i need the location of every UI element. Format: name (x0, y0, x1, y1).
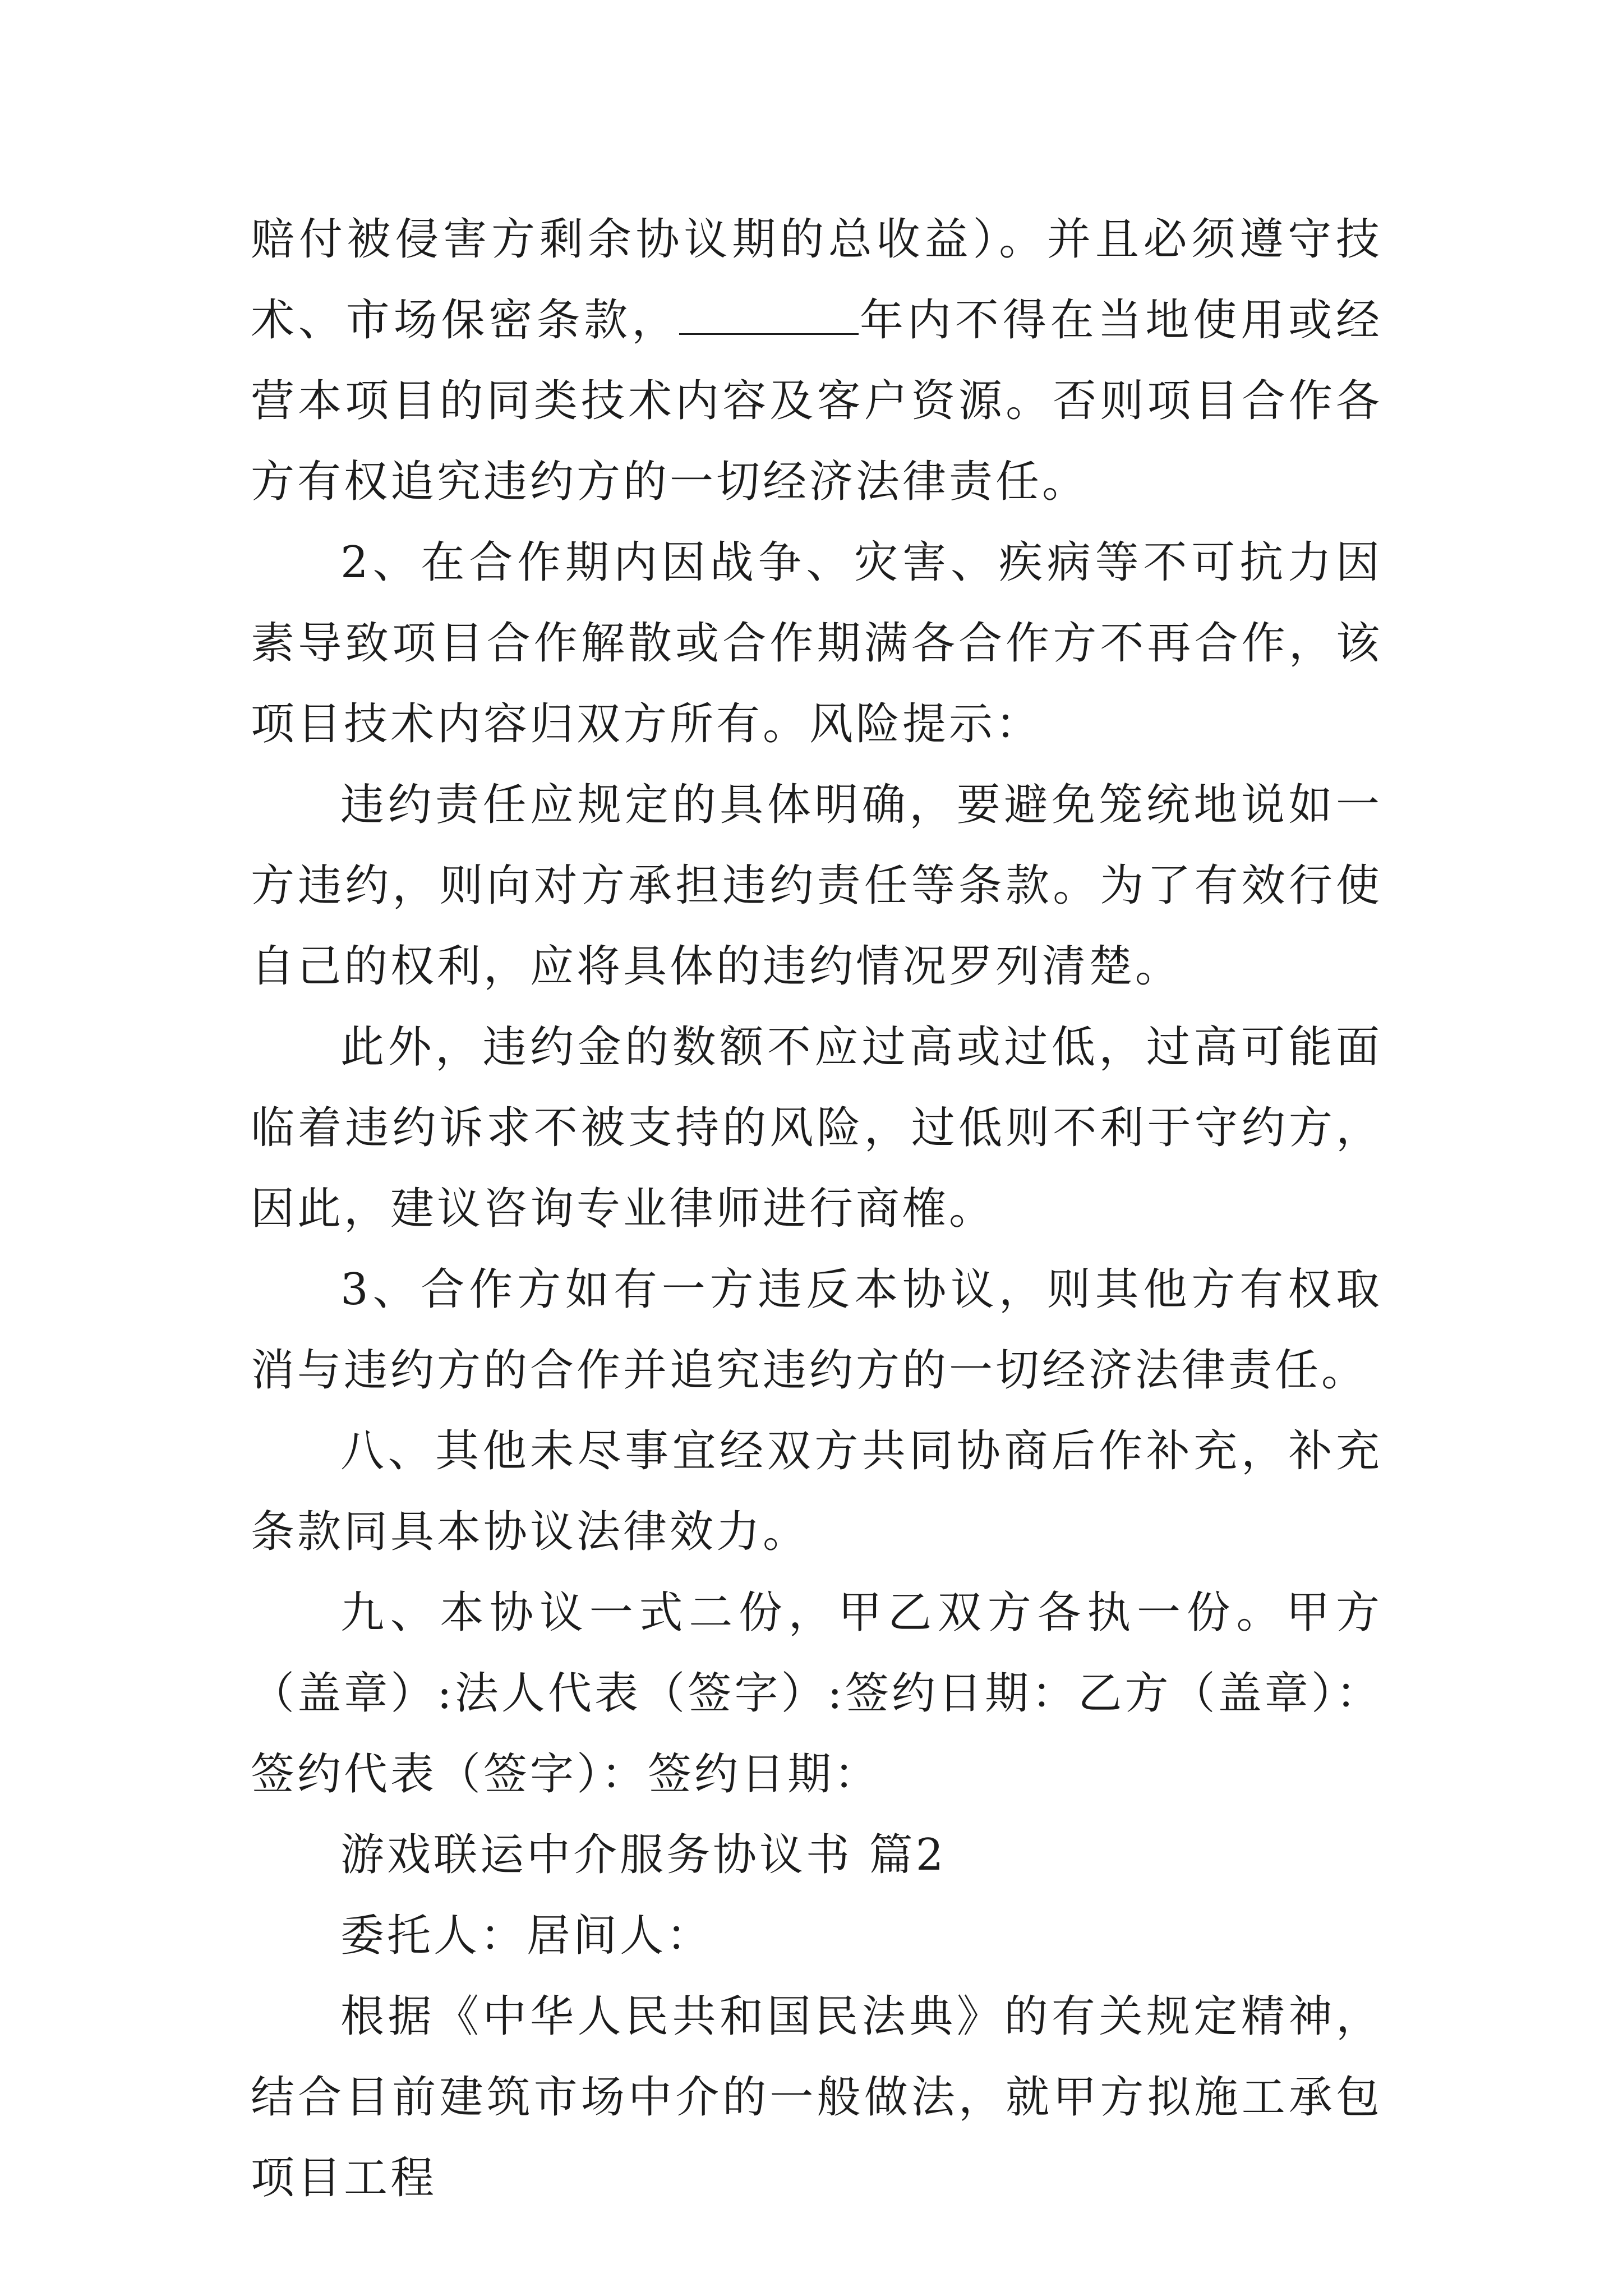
paragraph-text: 赔付被侵害方剩余协议期的总收益）。并且必须遵守技术、市场保密条款， (251, 214, 1382, 346)
paragraph-force-majeure: 2、在合作期内因战争、灾害、疾病等不可抗力因素导致项目合作解散或合作期满各合作方不再合作，该项目技术内容归双方所有。风险提示： (251, 537, 1382, 749)
paragraph-confidentiality-clause (251, 199, 1382, 522)
paragraph-breach-clause: 3、合作方如有一方违反本协议，则其他方有权取消与违约方的合作并追究违约方的一切经济法律责任。 (251, 1264, 1382, 1396)
paragraph-legal-basis: 根据《中华人民共和国民法典》的有关规定精神，结合目前建筑市场中介的一般做法，就甲方拟施工承包项目工程 (251, 1991, 1382, 2203)
paragraph-supplementary-clause: 八、其他未尽事宜经双方共同协商后作补充，补充条款同具本协议法律效力。 (251, 1426, 1382, 1557)
paragraph-parties: 委托人：居间人： (340, 1911, 713, 1961)
fill-in-blank (679, 300, 859, 335)
paragraph-text: 年内不得在当地使用或经营本项目的同类技术内容及客户资源。否则项目合作各方有权追究违约方的一切经济法律责任。 (251, 295, 1382, 507)
paragraph-penalty-amount: 此外，违约金的数额不应过高或过低，过高可能面临着违约诉求不被支持的风险，过低则不利于守约方，因此，建议咨询专业律师进行商榷。 (251, 1022, 1382, 1234)
section-heading: 游戏联运中介服务协议书 篇2 (340, 1830, 947, 1880)
paragraph-copies-and-signatures: 九、本协议一式二份，甲乙双方各执一份。甲方（盖章）:法人代表（签字）:签约日期：乙方（盖章）：签约代表（签字）：签约日期： (251, 1588, 1382, 1800)
paragraph-risk-tip: 违约责任应规定的具体明确，要避免笼统地说如一方违约，则向对方承担违约责任等条款。为了有效行使自己的权利，应将具体的违约情况罗列清楚。 (251, 780, 1382, 992)
document-body (251, 199, 1382, 2219)
